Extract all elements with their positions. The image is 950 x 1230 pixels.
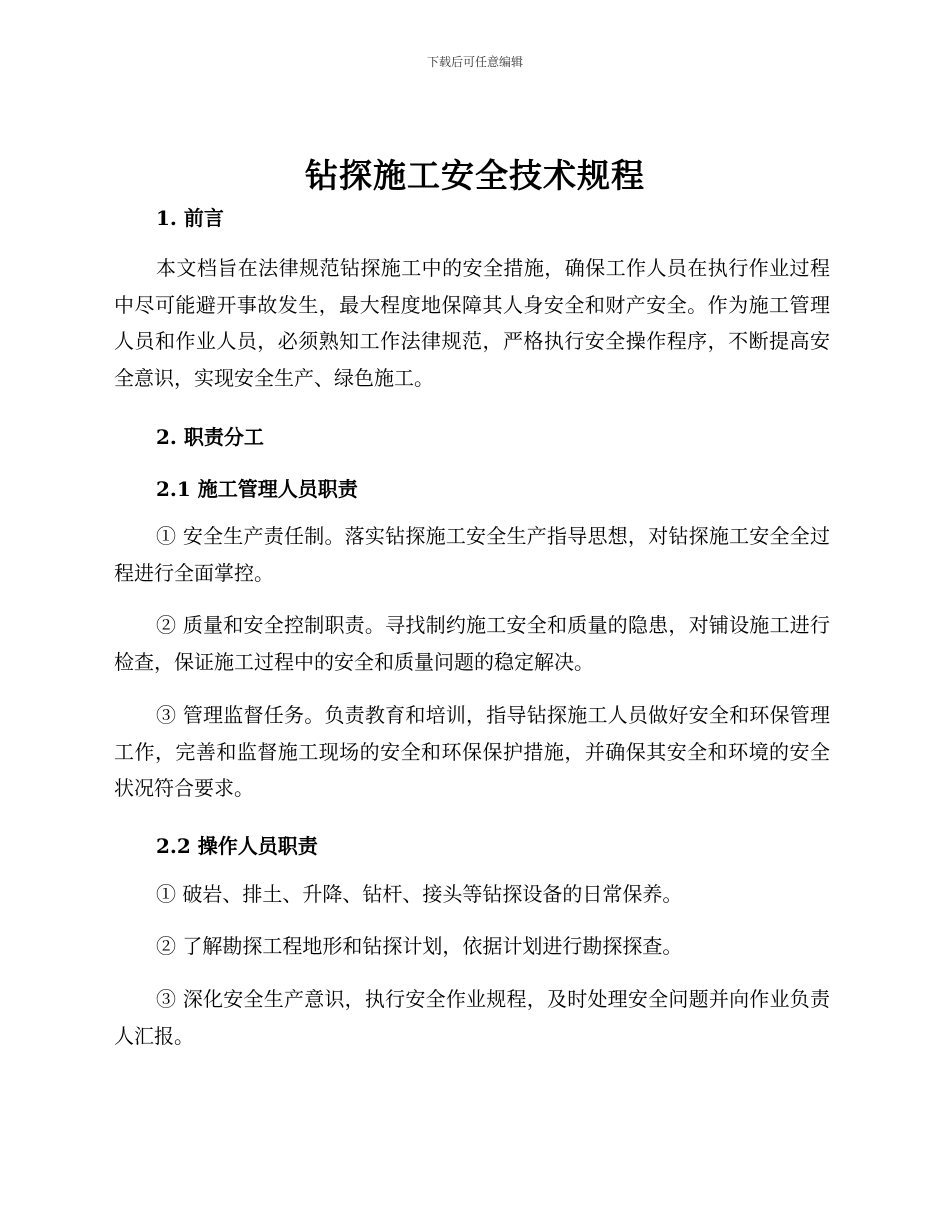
page-header: 下载后可任意编辑 — [426, 55, 523, 69]
section-2-1-heading: 2.1 施工管理人员职责 — [156, 477, 358, 501]
section-2-2-item-3: ③ 深化安全生产意识，执行安全作业规程，及时处理安全问题并向作业负责人汇报。 — [114, 987, 830, 1048]
document-title: 钻探施工安全技术规程 — [305, 156, 645, 195]
section-2-2-item-1: ① 破岩、排土、升降、钻杆、接头等钻探设备的日常保养。 — [156, 882, 683, 906]
section-2-heading: 2. 职责分工 — [156, 425, 264, 449]
section-2-1-item-2: ② 质量和安全控制职责。寻找制约施工安全和质量的隐患，对铺设施工进行检查，保证施工过程中的安全和质量问题的稳定解决。 — [114, 613, 830, 674]
section-2-1-item-1: ① 安全生产责任制。落实钻探施工安全生产指导思想，对钻探施工安全全过程进行全面掌控。 — [114, 524, 830, 585]
section-1-heading: 1. 前言 — [156, 206, 224, 230]
section-2-2-heading: 2.2 操作人员职责 — [156, 834, 318, 858]
section-2-2-item-2: ② 了解勘探工程地形和钻探计划，依据计划进行勘探探查。 — [156, 934, 683, 958]
section-2-1-item-3: ③ 管理监督任务。负责教育和培训，指导钻探施工人员做好安全和环保管理工作，完善和监督施工现场的安全和环保保护措施，并确保其安全和环境的安全状况符合要求。 — [114, 703, 830, 800]
section-1-paragraph: 本文档旨在法律规范钻探施工中的安全措施，确保工作人员在执行作业过程中尽可能避开事故发生，最大程度地保障其人身安全和财产安全。作为施工管理人员和作业人员，必须熟知工作法律规范，严格执行安全操作程序，不断提高安全意识，实现安全生产、绿色施工。 — [114, 256, 830, 390]
